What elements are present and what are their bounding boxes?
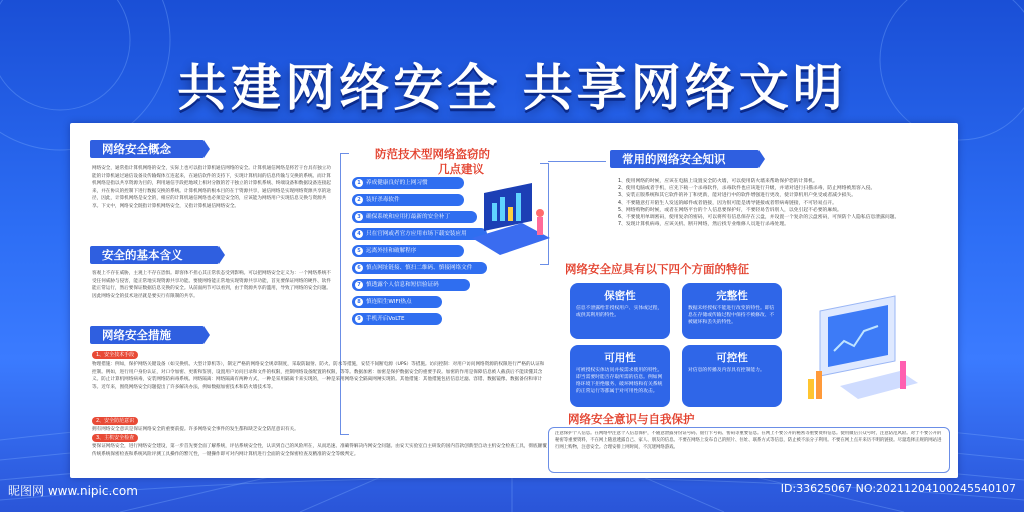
concept-body: 网络安全，通常指计算机网络的安全，实际上也可以指计算机通信网络的安全。计算机通信网络是将若干台具有独立功能的计算机通过通信设备及传输媒体互连起来，在通信软件的支持下，实现计算机间的信息传输与交换的系统。而计算机网络是指以共享资源为目的，利用通信手段把地域上相对分散的若干独立的计算机系统、终端设备和数据设备连接起来，并在协议的控制下进行数据交换的系统。计算机网络的根本目的在于资源共享，通信网络是实现网络资源共享的途径，因此，计算机网络是安全的，相应的计算机通信网络也必须是安全的，应该能为网络用户实现信息交换与资源共享。下文中，网络安全既指计算机网络安全，又指计算机通信网络安全。 — [92, 166, 331, 209]
monitor-illustration — [800, 291, 920, 411]
common-item: 1、使用网络的时候，应该在电脑上设置安全防火墙，可以使用防火墙来帮助保护您的计算机。 — [618, 179, 818, 184]
common-item: 5、网络购物的时候，或者在网络平台的个人信息要保护好，不要轻易告诉别人，以免引起不必要的麻烦。 — [618, 207, 842, 213]
tip-item: 2 装好杀毒软件 — [352, 194, 464, 206]
footer-id: ID:33625067 NO:20211204100245540107 — [780, 482, 1016, 495]
common-list — [618, 178, 953, 228]
tip-item: 8 慎连陌生WIFI热点 — [352, 296, 442, 308]
features-header: 网络安全应具有以下四个方面的特征 — [565, 262, 749, 276]
tips-header-line2: 几点建议 — [438, 162, 484, 176]
connector-line — [548, 161, 606, 163]
common-item: 2、使用电脑或者手机，应先下载一个杀毒软件，杀毒软件也应该进行升级，并请对进行扫描杀毒，防止网络被黑客入侵。 — [618, 186, 876, 192]
tip-item: 9 手机开启VoLTE — [352, 313, 442, 325]
common-item: 4、不要随意打开陌生人发送的邮件或者链接，因为很可能是诱导链接或者带病毒链接，不可轻易点开。 — [618, 200, 837, 206]
meaning-header: 安全的基本含义 — [90, 246, 219, 264]
tips-header-line1: 防范技术型网络盗窃的 — [375, 147, 490, 161]
tip-item: 1 养成健康良好的上网习惯 — [352, 177, 464, 189]
tip-item: 4 只在官网或者官方应用市场下载安装应用 — [352, 228, 487, 240]
meaning-body: 客观上不存在威胁，主观上不存在恐惧。即客体不担心其正常状态受到影响。可以把网络安全定义为：一个网络系统不受任何威胁与侵害，能正常地实现资源共享功能。要使网络能正常地实现资源共享功能，首先要保证网络的硬件、软件能正常运行，然后要保证数据信息交换的安全。从前面两节可以看到，由于资源共享的滥用，导致了网络的安全问题。因此网络安全的技术途径就是要实行有限制的共享。 — [92, 271, 331, 299]
feature-card: 完整性 数据未经授权不能进行改变的特性。即信息在存储或传输过程中保持不被修改、不被破坏和丢失的特性。 — [682, 283, 782, 339]
measures-sub3: 3、主机安全检查 — [92, 434, 138, 442]
tip-item: 7 慎透露个人信息和短信验证码 — [352, 279, 470, 291]
feature-card: 可控性 对信息的传播及内容具有控制能力。 — [682, 345, 782, 407]
measures-sub2: 2、安全防范意识 — [92, 417, 138, 425]
measures-header: 网络安全措施 — [90, 326, 204, 344]
laptop-illustration — [462, 183, 552, 263]
tip-item: 5 远离外挂和破解程序 — [352, 245, 464, 257]
awareness-header: 网络安全意识与自我保护 — [568, 412, 695, 426]
footer-logo: 昵图网 www.nipic.com — [8, 484, 138, 498]
tip-item: 6 慎点网址链接、慎扫二维码、慎接网络文件 — [352, 262, 487, 274]
common-item: 7、发现计算机病毒，应该关机、断开网络，然后找专业维修人员进行杀毒处理。 — [618, 222, 789, 228]
measures-body3: 要保证网络安全，进行网络安全建设，第一步首先要全面了解系统，评估系统安全性，认识到自己的风险所在，从而迅速、准确得解决内网安全问题。由安天实验室自主研发的国内首款创新型自动主机安全检查工具，彻底颠覆传统系统保密检查和系统风险评测工具操作的繁冗性，一键操作即可对内网计算机进行全面的安全保密检查及精准的安全等级判定。 — [92, 444, 547, 457]
page-title: 共建网络安全 共享网络文明 — [177, 59, 847, 117]
measures-sub1: 1、安全技术手段 — [92, 351, 138, 359]
content-board — [70, 123, 958, 478]
awareness-box — [548, 427, 950, 473]
concept-header: 网络安全概念 — [90, 140, 204, 158]
awareness-body: 注意保护个人信息。在网络中注意个人信息保护，不随意泄露身份证号码、银行卡号码、密码等重要信息。在网上不要公开的秘密等重要资料信息。使用微信公众号时，注意防范风险。对于不要公开的秘密等重要资料，不在网上随意透露自己、家人、朋友的信息。不要在网络上发布自己的照片、住址、联系方式等信息，防止被不法分子利用。不要在网上点开来历不明的链接。尽量选择正规的网站进行网上购物，注意安全。合理安排上网时间，不沉迷网络游戏。 — [555, 431, 942, 450]
tip-item: 3 确保系统和应用打最新的安全补丁 — [352, 211, 477, 223]
common-item: 3、安装正版系统和其它软件的补丁和更新，能对进行中的软件增强进行更改，使计算机用户免受或者减少损失。 — [618, 193, 857, 199]
measures-body2: 拥有网络安全意识是保证网络安全的重要前提。许多网络安全事件的发生都和缺乏安全防范意识有关。 — [92, 427, 299, 432]
common-header: 常用的网络安全知识 — [610, 150, 759, 168]
measures-body1: 物理措施：例如，保护网络关键设备（如交换机、大型计算机等），制定严格的网络安全规章制度，采取防辐射、防火、防水等措施，安装不间断电源（UPS）等措施。访问控制：对用户访问网络资源的权限进行严格的认证和控制。例如，进行用户身份认证，对口令加密、更新和鉴别，设置用户访问目录和文件的权限，控制网络设备配置的权限，等等。数据加密：加密是保护数据安全的重要手段。加密的作用是保障信息被人截获后不能读懂其含义。防止计算机网络病毒，安装网络防病毒系统。网络隔离：网络隔离有两种方式，一种是采用隔离卡来实现的，一种是采用网络安全隔离网闸实现的。其他措施：其他措施包括信息过滤、容错、数据镜像、数据备份和审计等。近年来，围绕网络安全问题提出了许多解决办法，例如数据加密技术和防火墙技术等。 — [92, 362, 545, 390]
feature-card: 保密性 信息不泄露给非授权用户、实体或过程，或供其利用的特性。 — [570, 283, 670, 339]
common-item: 6、不要使用单调密码，使用复杂的密码，可以将所有信息保存在云盘，并设置一个复杂的云盘密码，可预防个人隐私信息泄露问题。 — [618, 215, 900, 221]
feature-card: 可用性 可被授权实体访问并按需求使用的特性。即当需要时能否存取所需的信息。例如网络环境下拒绝服务、破坏网络和有关系统的正常运行等都属于对可用性的攻击。 — [570, 345, 670, 407]
